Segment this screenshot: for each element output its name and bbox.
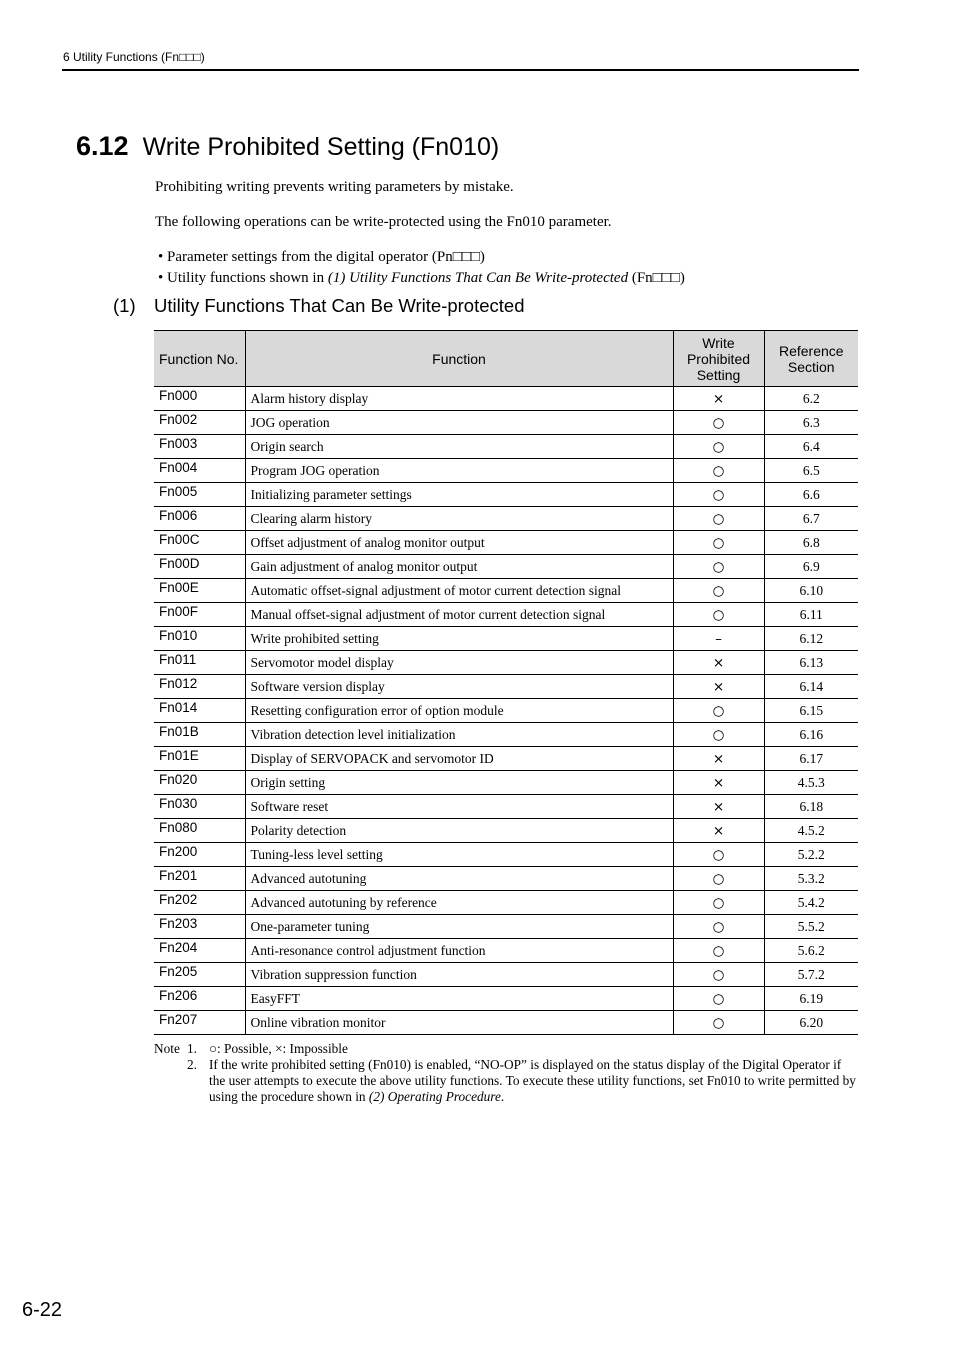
function-name-cell: Program JOG operation [245,459,673,483]
table-row [154,411,858,435]
write-prohibited-cell: ○ [673,483,764,507]
table-row [154,795,858,819]
function-name-cell: Initializing parameter settings [245,483,673,507]
table-row [154,939,858,963]
table-row [154,507,858,531]
function-no-cell: Fn207 [154,1011,245,1035]
function-name-cell: Clearing alarm history [245,507,673,531]
function-no-cell: Fn204 [154,939,245,963]
function-no-cell: Fn080 [154,819,245,843]
write-prohibited-cell: ○ [673,1011,764,1035]
write-prohibited-cell: ○ [673,603,764,627]
notes [154,1041,860,1105]
table-row [154,843,858,867]
function-no-cell: Fn01E [154,747,245,771]
note-1-text: ○: Possible, ×: Impossible [209,1041,348,1056]
section-title-text: Write Prohibited Setting (Fn010) [142,133,500,161]
write-prohibited-cell: ○ [673,507,764,531]
function-name-cell: Origin setting [245,771,673,795]
reference-section-cell: 6.15 [764,699,858,723]
header-write-prohibited: Write Prohibited Setting [673,331,764,387]
note-2 [154,1057,860,1105]
function-name-cell: Origin search [245,435,673,459]
write-prohibited-cell: ○ [673,555,764,579]
function-name-cell: JOG operation [245,411,673,435]
table-row [154,483,858,507]
cross-reference: (1) Utility Functions That Can Be Write-protected [327,270,629,286]
write-prohibited-cell: × [673,675,764,699]
function-no-cell: Fn006 [154,507,245,531]
bullet-item-utility-functions [158,270,685,287]
function-no-cell: Fn011 [154,651,245,675]
function-no-cell: Fn00D [154,555,245,579]
function-no-cell: Fn010 [154,627,245,651]
write-prohibited-cell: × [673,819,764,843]
reference-section-cell: 6.7 [764,507,858,531]
function-name-cell: Polarity detection [245,819,673,843]
function-no-cell: Fn201 [154,867,245,891]
table-row [154,675,858,699]
function-name-cell: EasyFFT [245,987,673,1011]
table-row [154,891,858,915]
table-row [154,387,858,411]
function-no-cell: Fn003 [154,435,245,459]
table-row [154,459,858,483]
reference-section-cell: 4.5.2 [764,819,858,843]
reference-section-cell: 4.5.3 [764,771,858,795]
table-row [154,579,858,603]
table-row [154,1011,858,1035]
function-no-cell: Fn004 [154,459,245,483]
table-row [154,531,858,555]
reference-section-cell: 6.11 [764,603,858,627]
write-prohibited-cell: × [673,795,764,819]
function-no-cell: Fn205 [154,963,245,987]
function-no-cell: Fn000 [154,387,245,411]
reference-section-cell: 6.9 [764,555,858,579]
subsection-number: (1) [113,295,136,316]
table-row [154,867,858,891]
function-name-cell: One-parameter tuning [245,915,673,939]
header-reference: Reference Section [764,331,858,387]
function-name-cell: Gain adjustment of analog monitor output [245,555,673,579]
table-row [154,771,858,795]
write-prohibited-cell: ○ [673,867,764,891]
subsection-title-text: Utility Functions That Can Be Write-protected [154,295,525,316]
section-title [76,131,499,162]
note-2-text: If the write prohibited setting (Fn010) is enabled, “NO-OP” is displayed on the status display of the Digital Operator if the user attempts to execute the above utility functions. To execute these utility functions, set Fn010 to write permitted by using the procedure shown in [209,1057,856,1104]
reference-section-cell: 6.18 [764,795,858,819]
reference-section-cell: 6.3 [764,411,858,435]
table-row [154,435,858,459]
note-2-end: . [500,1089,505,1104]
table-row [154,915,858,939]
write-prohibited-cell: ○ [673,459,764,483]
function-name-cell: Alarm history display [245,387,673,411]
table-row [154,555,858,579]
table-row [154,603,858,627]
running-header: 6 Utility Functions (Fn□□□) [63,50,205,64]
reference-section-cell: 6.10 [764,579,858,603]
reference-section-cell: 6.5 [764,459,858,483]
function-name-cell: Servomotor model display [245,651,673,675]
write-prohibited-cell: – [673,627,764,651]
function-no-cell: Fn00C [154,531,245,555]
reference-section-cell: 5.3.2 [764,867,858,891]
function-name-cell: Software reset [245,795,673,819]
function-no-cell: Fn005 [154,483,245,507]
reference-section-cell: 6.19 [764,987,858,1011]
function-name-cell: Online vibration monitor [245,1011,673,1035]
reference-section-cell: 6.4 [764,435,858,459]
write-prohibited-cell: ○ [673,891,764,915]
function-no-cell: Fn00E [154,579,245,603]
reference-section-cell: 5.7.2 [764,963,858,987]
function-name-cell: Software version display [245,675,673,699]
reference-section-cell: 6.6 [764,483,858,507]
intro-paragraph-2: The following operations can be write-protected using the Fn010 parameter. [155,214,612,230]
function-no-cell: Fn206 [154,987,245,1011]
table-body [154,387,858,1035]
note-2-index: 2. [187,1057,197,1072]
function-name-cell: Automatic offset-signal adjustment of motor current detection signal [245,579,673,603]
function-name-cell: Resetting configuration error of option module [245,699,673,723]
write-prohibited-cell: ○ [673,915,764,939]
write-prohibited-cell: × [673,747,764,771]
bullet-text-end: (Fn□□□) [628,270,685,286]
reference-section-cell: 5.5.2 [764,915,858,939]
reference-section-cell: 5.4.2 [764,891,858,915]
table-row [154,747,858,771]
header-rule [62,69,859,71]
note-label: Note [154,1041,180,1056]
function-no-cell: Fn202 [154,891,245,915]
function-no-cell: Fn002 [154,411,245,435]
reference-section-cell: 5.6.2 [764,939,858,963]
function-name-cell: Write prohibited setting [245,627,673,651]
table-row [154,651,858,675]
write-prohibited-cell: ○ [673,939,764,963]
note-1-index: 1. [187,1041,197,1056]
function-name-cell: Manual offset-signal adjustment of motor current detection signal [245,603,673,627]
page-number: 6-22 [22,1299,63,1321]
function-name-cell: Tuning-less level setting [245,843,673,867]
write-prohibited-cell: ○ [673,411,764,435]
function-name-cell: Advanced autotuning by reference [245,891,673,915]
write-prohibited-cell: ○ [673,963,764,987]
table-row [154,627,858,651]
function-no-cell: Fn014 [154,699,245,723]
section-number: 6.12 [76,131,129,161]
table-row [154,987,858,1011]
reference-section-cell: 6.16 [764,723,858,747]
write-prohibited-cell: ○ [673,723,764,747]
table-row [154,819,858,843]
reference-section-cell: 5.2.2 [764,843,858,867]
header-function: Function [245,331,673,387]
function-no-cell: Fn203 [154,915,245,939]
function-name-cell: Display of SERVOPACK and servomotor ID [245,747,673,771]
function-name-cell: Offset adjustment of analog monitor output [245,531,673,555]
write-prohibited-cell: ○ [673,843,764,867]
write-prohibited-cell: × [673,387,764,411]
write-prohibited-cell: ○ [673,699,764,723]
function-name-cell: Advanced autotuning [245,867,673,891]
header-function-no: Function No. [154,331,245,387]
reference-section-cell: 6.20 [764,1011,858,1035]
function-name-cell: Anti-resonance control adjustment function [245,939,673,963]
note-2-cross-reference: (2) Operating Procedure [368,1089,501,1104]
reference-section-cell: 6.17 [764,747,858,771]
reference-section-cell: 6.13 [764,651,858,675]
reference-section-cell: 6.2 [764,387,858,411]
function-no-cell: Fn00F [154,603,245,627]
table-row [154,723,858,747]
write-prohibited-cell: × [673,771,764,795]
write-prohibited-cell: ○ [673,531,764,555]
write-prohibited-cell: ○ [673,987,764,1011]
write-prohibited-cell: ○ [673,435,764,459]
subsection-title [113,295,525,317]
function-name-cell: Vibration suppression function [245,963,673,987]
function-no-cell: Fn030 [154,795,245,819]
function-no-cell: Fn020 [154,771,245,795]
write-prohibited-cell: × [673,651,764,675]
table-row [154,699,858,723]
reference-section-cell: 6.14 [764,675,858,699]
bullet-item-parameters: • Parameter settings from the digital operator (Pn□□□) [158,249,485,265]
intro-paragraph-1: Prohibiting writing prevents writing parameters by mistake. [155,179,514,195]
function-name-cell: Vibration detection level initialization [245,723,673,747]
function-no-cell: Fn01B [154,723,245,747]
function-no-cell: Fn200 [154,843,245,867]
utility-functions-table [154,330,858,1035]
reference-section-cell: 6.12 [764,627,858,651]
reference-section-cell: 6.8 [764,531,858,555]
bullet-text: • Utility functions shown in [158,270,328,286]
table-row [154,963,858,987]
table-header-row [154,331,858,387]
write-prohibited-cell: ○ [673,579,764,603]
note-1 [154,1041,860,1057]
function-no-cell: Fn012 [154,675,245,699]
